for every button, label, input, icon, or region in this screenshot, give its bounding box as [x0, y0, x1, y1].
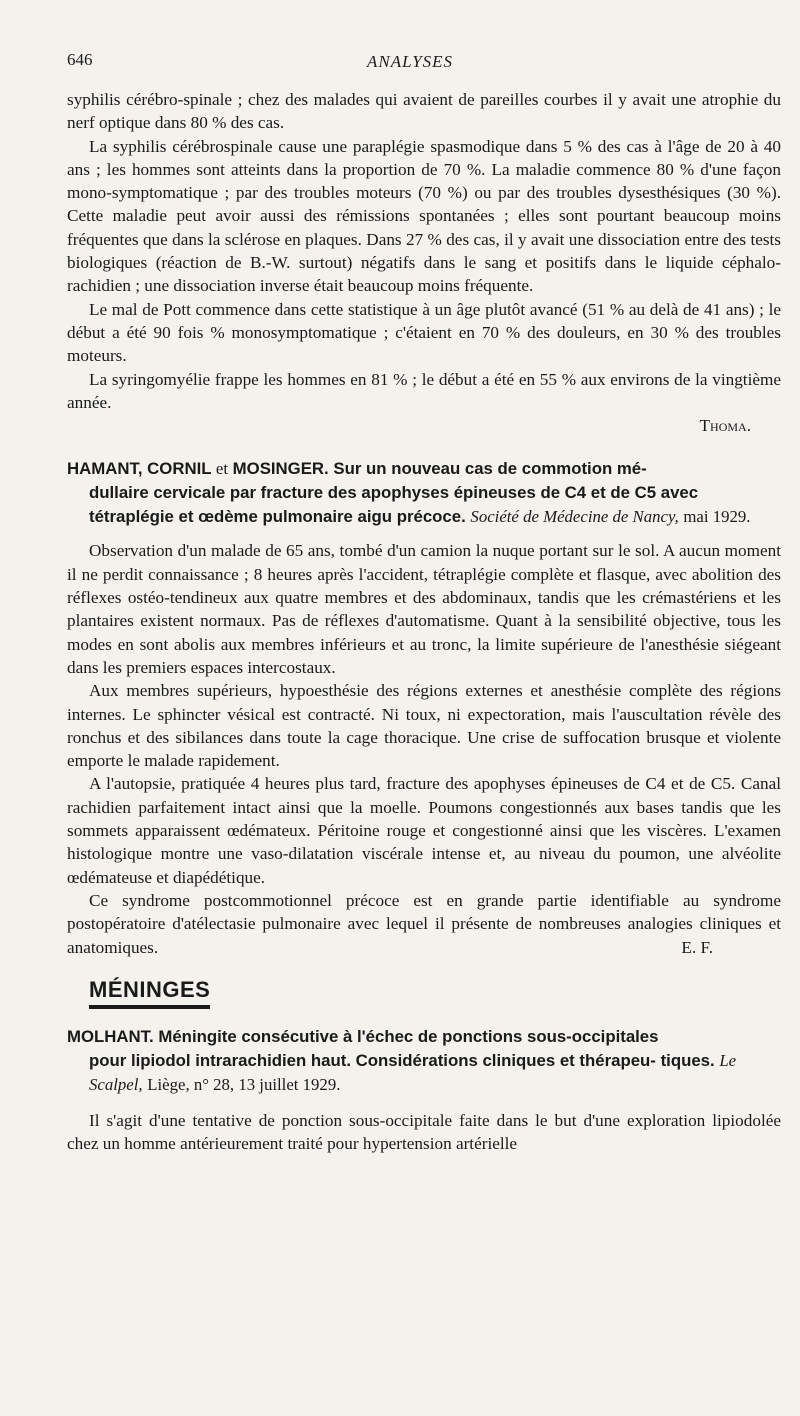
abstract-paragraph: Aux membres supérieurs, hypoesthésie des régions externes et anesthésie complète des régions internes. Le sphincter vésical est contracté. Ni toux, ni expectoration, mais l'auscultation révèle des ronchus et des sibilances dans toute la cage thoracique. Une crise de suffocation brusque et violente emporte le malade rapidement.	[67, 681, 781, 771]
abstract-signature: E. F.	[681, 937, 713, 957]
continuation-signature: Thoma.	[699, 416, 751, 436]
page-number: 646	[67, 50, 93, 69]
abstract-title: Méningite consécutive à l'échec de ponctions sous-occipitales	[158, 1026, 659, 1046]
abstract-heading	[67, 1025, 781, 1097]
abstract-date: Liège, n° 28, 13 juillet 1929.	[147, 1074, 341, 1094]
abstract-title: tétraplégie et œdème pulmonaire aigu précoce.	[89, 507, 466, 527]
abstract-heading	[67, 457, 781, 529]
continuation-paragraph: syphilis cérébro-spinale ; chez des malades qui avaient de pareilles courbes il y avait une atrophie du nerf optique dans 80 % des cas.	[67, 90, 781, 133]
abstract-title: dullaire cervicale par fracture des apophyses épineuses de C4 et de C5 avec	[89, 483, 699, 503]
page-content	[67, 88, 781, 1155]
section-title: MÉNINGES	[89, 977, 210, 1009]
abstract-author-last: MOSINGER.	[232, 459, 329, 479]
abstract-paragraph	[67, 889, 781, 959]
abstract-source: Le Scalpel,	[89, 1050, 737, 1094]
continuation-paragraph: La syringomyélie frappe les hommes en 81 % ; le début a été en 55 % aux environs de la vingtième année.	[67, 369, 781, 412]
author-conjunction: et	[215, 459, 228, 479]
abstract-paragraph: Observation d'un malade de 65 ans, tombé d'un camion la nuque portant sur le sol. A aucun moment il ne perdit connaissance ; 8 heures après l'accident, tétraplégie complète et flasque, avec abolition des réflexes ostéo-tendineux aux quatre membres et des abdominaux, tandis que les crémastériens et les plantaires existent normaux. Pas de réflexes d'automatisme. Quant à la sensibilité objective, tous les modes en sont abolis aux membres inférieurs et au tronc, la limite supérieure de l'anesthésie siégeant dans les premiers espaces intercostaux.	[67, 541, 781, 677]
abstract-authors: MOLHANT.	[67, 1026, 154, 1046]
abstract-paragraph-text: Ce syndrome postcommotionnel précoce est en grande partie identifiable au syndrome postopératoire d'atélectasie pulmonaire avec lequel il présente de nombreuses analogies cliniques et anatomiques.	[67, 890, 781, 957]
abstract-paragraph: Il s'agit d'une tentative de ponction sous-occipitale faite dans le but d'une exploration lipiodolée chez un homme antérieurement traité pour hypertension artérielle	[67, 1110, 781, 1154]
running-title: ANALYSES	[367, 52, 454, 71]
abstract-title: tiques.	[660, 1050, 715, 1070]
abstract-title: Sur un nouveau cas de commotion mé-	[333, 459, 647, 479]
abstract-paragraph: A l'autopsie, pratiquée 4 heures plus tard, fracture des apophyses épineuses de C4 et de C5. Canal rachidien parfaitement intact ainsi que la moelle. Poumons congestionnés aux bases tandis que les sommets apparaissent œdémateux. Péritoine rouge et congestionné ainsi que les viscères. L'examen histologique montre une vaso-dilatation viscérale intense et, au niveau du poumon, une alvéolite œdémateuse et diapédétique.	[67, 774, 781, 887]
abstract-source: Société de Médecine de Nancy,	[470, 507, 679, 527]
abstract-authors: HAMANT, CORNIL	[67, 459, 212, 479]
continuation-paragraph: Le mal de Pott commence dans cette statistique à un âge plutôt avancé (51 % au delà de 41 ans) ; le début a été 90 fois % monosymptomatique ; c'étaient en 70 % des douleurs, en 30 % des troubles moteurs.	[67, 299, 781, 366]
abstract-date: mai 1929.	[683, 507, 751, 527]
page-header	[67, 50, 800, 76]
abstract-title: pour lipiodol intrarachidien haut. Considérations cliniques et thérapeu-	[89, 1050, 656, 1070]
continuation-paragraph: La syphilis cérébrospinale cause une paraplégie spasmodique dans 5 % des cas à l'âge de 20 à 40 ans ; les hommes sont atteints dans la proportion de 70 %. La maladie commence 80 % d'une façon mono-symptomatique ; par des troubles moteurs (70 %) ou par des troubles dysesthésiques (30 %). Cette maladie peut avoir aussi des rémissions spontanées ; elles sont pourtant beaucoup moins fréquentes que dans la sclérose en plaques. Dans 27 % des cas, il y avait une dissociation entre des tests biologiques (réaction de B.-W. surtout) négatifs dans le sang et positifs dans le liquide céphalo-rachidien ; une dissociation inverse était beaucoup moins fréquente.	[67, 136, 781, 296]
